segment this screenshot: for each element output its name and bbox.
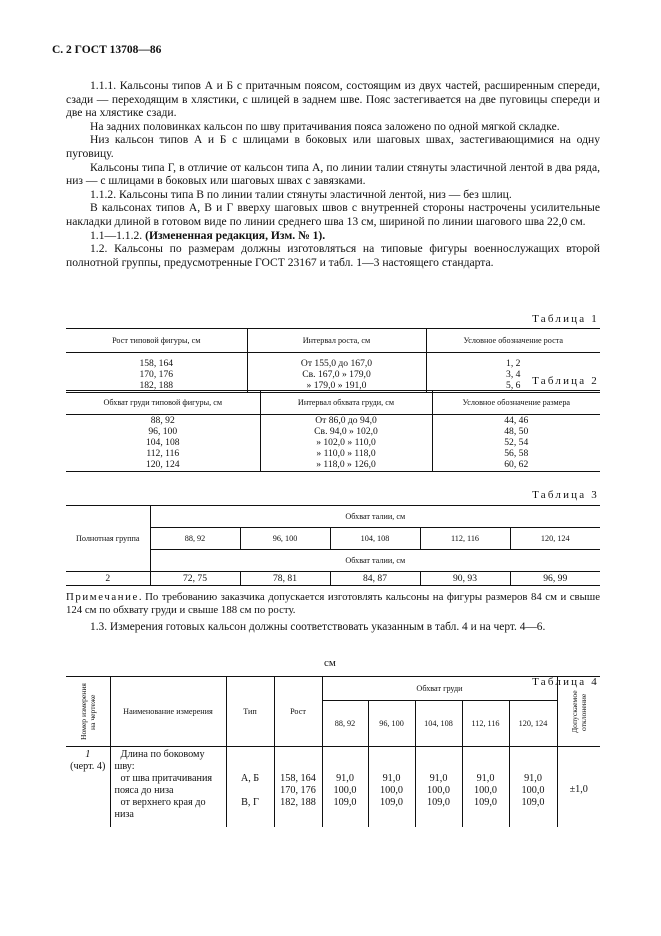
table2-header: Условное обозначение размера	[462, 398, 571, 407]
paragraph: Кальсоны типа Г, в отличие от кальсон типа А, по линии талии стянуты эластичной лентой в два ряда, низ — с шлицами в боковых или шаговых швах с завязками.	[66, 160, 600, 188]
paragraph: Низ кальсон типов А и Б с шлицами в боковых или шаговых швах, застегивающимися на одну пуговицу.	[66, 133, 600, 160]
paragraph: 1.1.1. Кальсоны типов А и Б с притачным поясом, состоящим из двух частей, расширенным спереди, сзади — переходящим в хлястики, с шлицей в заднем шве. Пояс застегивается на две пуговицы спереди и две на хлястике сзади.	[66, 79, 600, 120]
table1-caption: Таблица 1	[532, 313, 599, 325]
table4-chest-header: Обхват груди	[322, 677, 557, 701]
table4-value-col: 91,0 100,0 109,0	[415, 747, 462, 828]
body-text	[66, 79, 600, 269]
paragraph: В кальсонах типов А, В и Г вверху шаговых швов с внутренней стороны настрочены усилительные накладки длиной в готовом виде по линии среднего шва 13 см, шириной по линии шагового шва 22,0 см.	[66, 201, 600, 228]
table-note: Примечание. По требованию заказчика допускается изготовлять кальсоны на фигуры размеров 84 см и свыше 124 см по обхвату груди и свыше 188 см по росту.	[66, 591, 600, 616]
table3-waist-cell: 96, 99	[543, 573, 568, 584]
table4-tolerance-header: Допускаемое отклонение	[557, 677, 600, 747]
table2-cell: 104, 108	[66, 437, 260, 448]
table2-cell: » 110,0 » 118,0	[260, 448, 432, 459]
table1-cell: 170, 176	[66, 369, 247, 380]
table2-caption: Таблица 2	[532, 375, 599, 387]
table3-waist-header-2: Обхват талии, см	[345, 556, 406, 565]
table3	[66, 505, 600, 586]
table3-chest-cell: 120, 124	[540, 534, 570, 543]
amendment-note: 1.1—1.1.2. (Измененная редакция, Изм. № 1).	[90, 228, 326, 242]
table2-header: Обхват груди типовой фигуры, см	[66, 391, 260, 415]
table4-number-header: Номер измерения на чертеже	[66, 677, 110, 747]
table2-cell: » 118,0 » 126,0	[260, 459, 432, 471]
page-header: С. 2 ГОСТ 13708—86	[52, 44, 162, 56]
table3-caption: Таблица 3	[532, 489, 599, 501]
table1-header: Условное обозначение роста	[463, 336, 564, 345]
table2-cell: 52, 54	[504, 437, 529, 448]
table1	[66, 328, 600, 393]
table3-group-value: 2	[66, 572, 150, 586]
table1-cell: Св. 167,0 » 179,0	[247, 369, 426, 380]
table1-header: Интервал роста, см	[247, 329, 426, 353]
table1-cell: 158, 164	[66, 358, 247, 369]
table3-waist-cell: 72, 75	[150, 572, 240, 586]
table1-cell: 3, 4	[506, 368, 521, 380]
table3-waist-cell: 90, 93	[420, 572, 510, 586]
table2-cell: 88, 92	[66, 415, 260, 427]
table1-cell: 5, 6	[506, 380, 521, 392]
table1-cell: От 155,0 до 167,0	[247, 358, 426, 369]
table4-chest-cell: 120, 124	[509, 701, 557, 747]
table3-chest-cell: 104, 108	[330, 528, 420, 550]
table4-tolerance-cell: ±1,0	[569, 784, 588, 795]
table1-cell: » 179,0 » 191,0	[247, 380, 426, 393]
table1-cell: 182, 188	[66, 380, 247, 393]
table2-cell: 44, 46	[504, 415, 529, 426]
table4-chest-cell: 96, 100	[368, 701, 415, 747]
table2-cell: 112, 116	[66, 448, 260, 459]
table3-group-header: Полнотная группа	[66, 506, 150, 572]
table3-waist-cell: 84, 87	[330, 572, 420, 586]
table3-waist-cell: 78, 81	[240, 572, 330, 586]
table2-cell: 60, 62	[504, 459, 529, 471]
table3-chest-cell: 112, 116	[420, 528, 510, 550]
table4-height-header: Рост	[274, 677, 322, 747]
table4-type-header: Тип	[226, 677, 274, 747]
table4-type-cell: А, Б В, Г	[226, 747, 274, 828]
table2-header: Интервал обхвата груди, см	[260, 391, 432, 415]
table2-cell: 120, 124	[66, 459, 260, 471]
table4-chest-cell: 88, 92	[322, 701, 368, 747]
table4-caption: Таблица 4	[532, 676, 599, 688]
table4-value-col: 91,0 100,0 109,0	[462, 747, 509, 828]
table3-chest-cell: 96, 100	[240, 528, 330, 550]
paragraph: На задних половинках кальсон по шву притачивания пояса заложено по одной мягкой складке.	[90, 119, 560, 133]
table2-cell: 48, 50	[504, 426, 529, 437]
table2-cell: » 102,0 » 110,0	[260, 437, 432, 448]
table1-cell: 1, 2	[506, 357, 521, 369]
table4-number-cell: 1 (черт. 4)	[66, 747, 110, 828]
table4-chest-cell: 104, 108	[415, 701, 462, 747]
table4	[66, 676, 600, 827]
table4-name-header: Наименование измерения	[110, 677, 226, 747]
table3-chest-cell: 88, 92	[150, 528, 240, 550]
table4-chest-cell: 112, 116	[462, 701, 509, 747]
table4-value-col: 91,0 100,0 109,0	[322, 747, 368, 828]
table3-waist-header: Обхват талии, см	[150, 506, 600, 528]
table2-cell: От 86,0 до 94,0	[260, 415, 432, 427]
table1-header: Рост типовой фигуры, см	[66, 329, 247, 353]
table2	[66, 390, 600, 472]
paragraph: 1.2. Кальсоны по размерам должны изготовляться на типовые фигуры военнослужащих второй полнотной группы, предусмотренные ГОСТ 23167 и табл. 1—3 настоящего стандарта.	[66, 242, 600, 269]
paragraph-1-3: 1.3. Измерения готовых кальсон должны соответствовать указанным в табл. 4 и на черт. 4—6.	[90, 621, 546, 633]
table2-cell: 96, 100	[66, 426, 260, 437]
table4-height-cell: 158, 164 170, 176 182, 188	[274, 747, 322, 828]
table2-cell: Св. 94,0 » 102,0	[260, 426, 432, 437]
table4-unit: см	[324, 657, 336, 669]
paragraph: 1.1.2. Кальсоны типа В по линии талии стянуты эластичной лентой, низ — без шлиц.	[90, 187, 512, 201]
table4-name-cell: Длина по боковому шву: от шва притачивания пояса до низа от верхнего края до низа	[110, 747, 226, 828]
table2-cell: 56, 58	[504, 448, 529, 459]
table4-value-col: 91,0 100,0 109,0	[368, 747, 415, 828]
table4-value-col: 91,0 100,0 109,0	[509, 747, 557, 828]
